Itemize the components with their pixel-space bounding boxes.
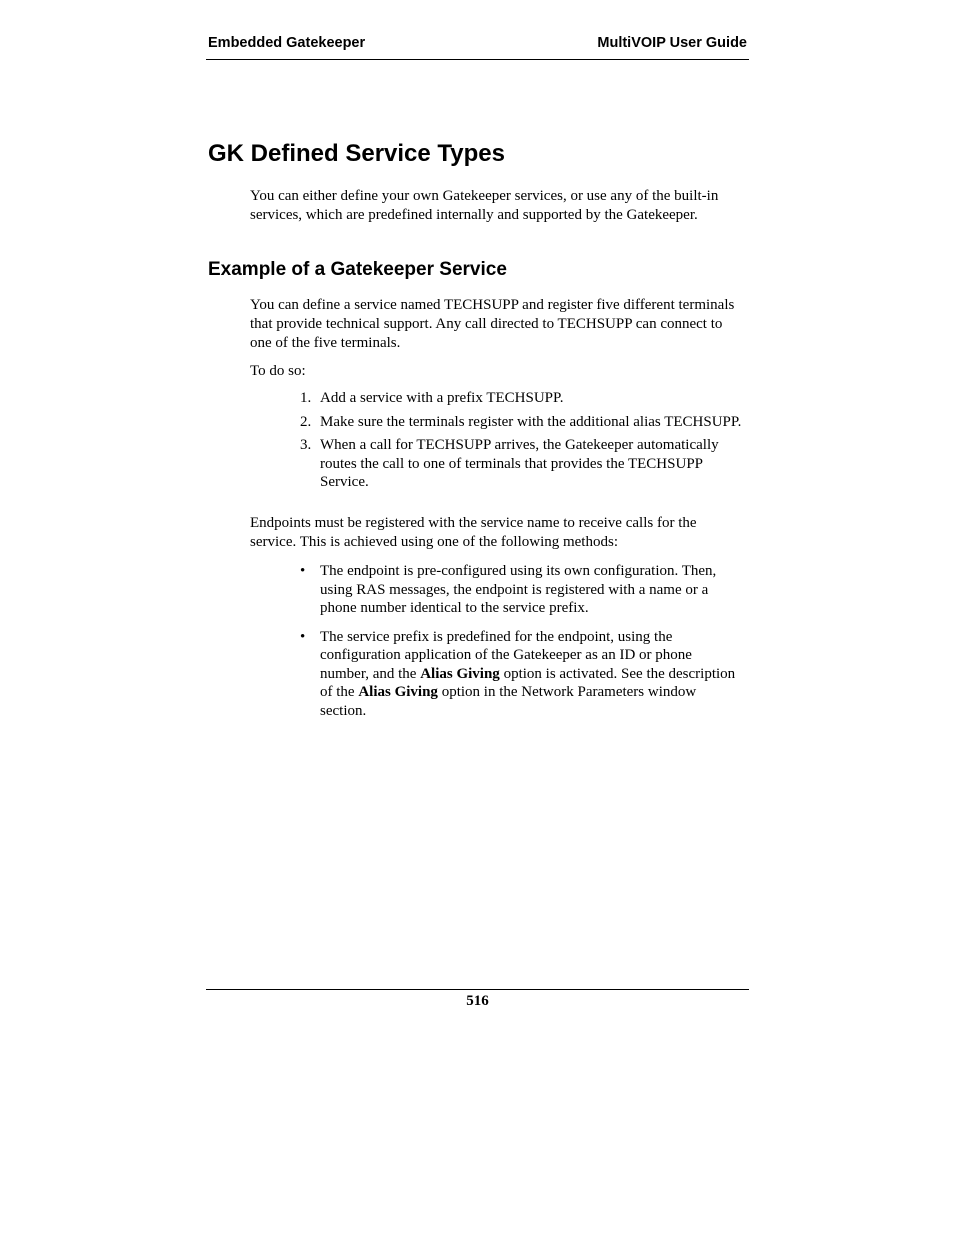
example-paragraph: You can define a service named TECHSUPP and register five different terminals that provide technical support. Any call directed to TECHSUPP can connect to one of the five terminals. <box>250 297 735 351</box>
step-text: When a call for TECHSUPP arrives, the Gatekeeper automatically routes the call to one of terminals that provides the TECHSUPP Service. <box>320 437 719 490</box>
method-text-part: option is activated. See the description of the <box>320 665 736 700</box>
method-text-part: The service prefix is predefined for the endpoint, using the configuration application of the Gatekeeper as an ID or phone number, and the <box>320 628 692 682</box>
step-number: 1. <box>300 390 312 406</box>
todo-label: To do so: <box>250 363 306 379</box>
step-text: Make sure the terminals register with the additional alias TECHSUPP. <box>320 413 742 430</box>
steps-list <box>300 389 742 492</box>
step-text: Add a service with a prefix TECHSUPP. <box>320 390 564 406</box>
intro-paragraph: You can either define your own Gatekeeper services, or use any of the built-in services, which are predefined internally and supported by the Gatekeeper. <box>250 188 719 223</box>
step-number: 2. <box>300 413 312 430</box>
alias-giving-term: Alias Giving <box>420 665 500 682</box>
alias-giving-term: Alias Giving <box>358 684 438 700</box>
footer-divider <box>206 989 749 990</box>
list-item <box>300 436 742 492</box>
list-item <box>300 562 742 618</box>
endpoints-paragraph: Endpoints must be registered with the service name to receive calls for the service. This is achieved using one of the following methods: <box>250 515 697 550</box>
list-item <box>300 628 742 721</box>
method-text-1: The endpoint is pre-configured using its own configuration. Then, using RAS messages, the endpoint is registered with a name or a phone number identical to the service prefix. <box>320 563 717 616</box>
method-text-2 <box>320 629 735 719</box>
page-header <box>206 33 749 60</box>
method-text-part: option in the Network Parameters window section. <box>320 684 697 719</box>
bullet-icon: • <box>300 563 306 579</box>
step-number: 3. <box>300 437 312 453</box>
header-chapter-title: Embedded Gatekeeper <box>208 35 366 51</box>
section-title: GK Defined Service Types <box>208 140 505 167</box>
page-number: 516 <box>466 993 489 1009</box>
subsection-title: Example of a Gatekeeper Service <box>208 259 507 280</box>
header-guide-title: MultiVOIP User Guide <box>597 35 747 51</box>
bullet-icon: • <box>300 628 306 645</box>
list-item <box>300 389 742 408</box>
methods-list <box>300 562 742 720</box>
list-item <box>300 413 742 432</box>
